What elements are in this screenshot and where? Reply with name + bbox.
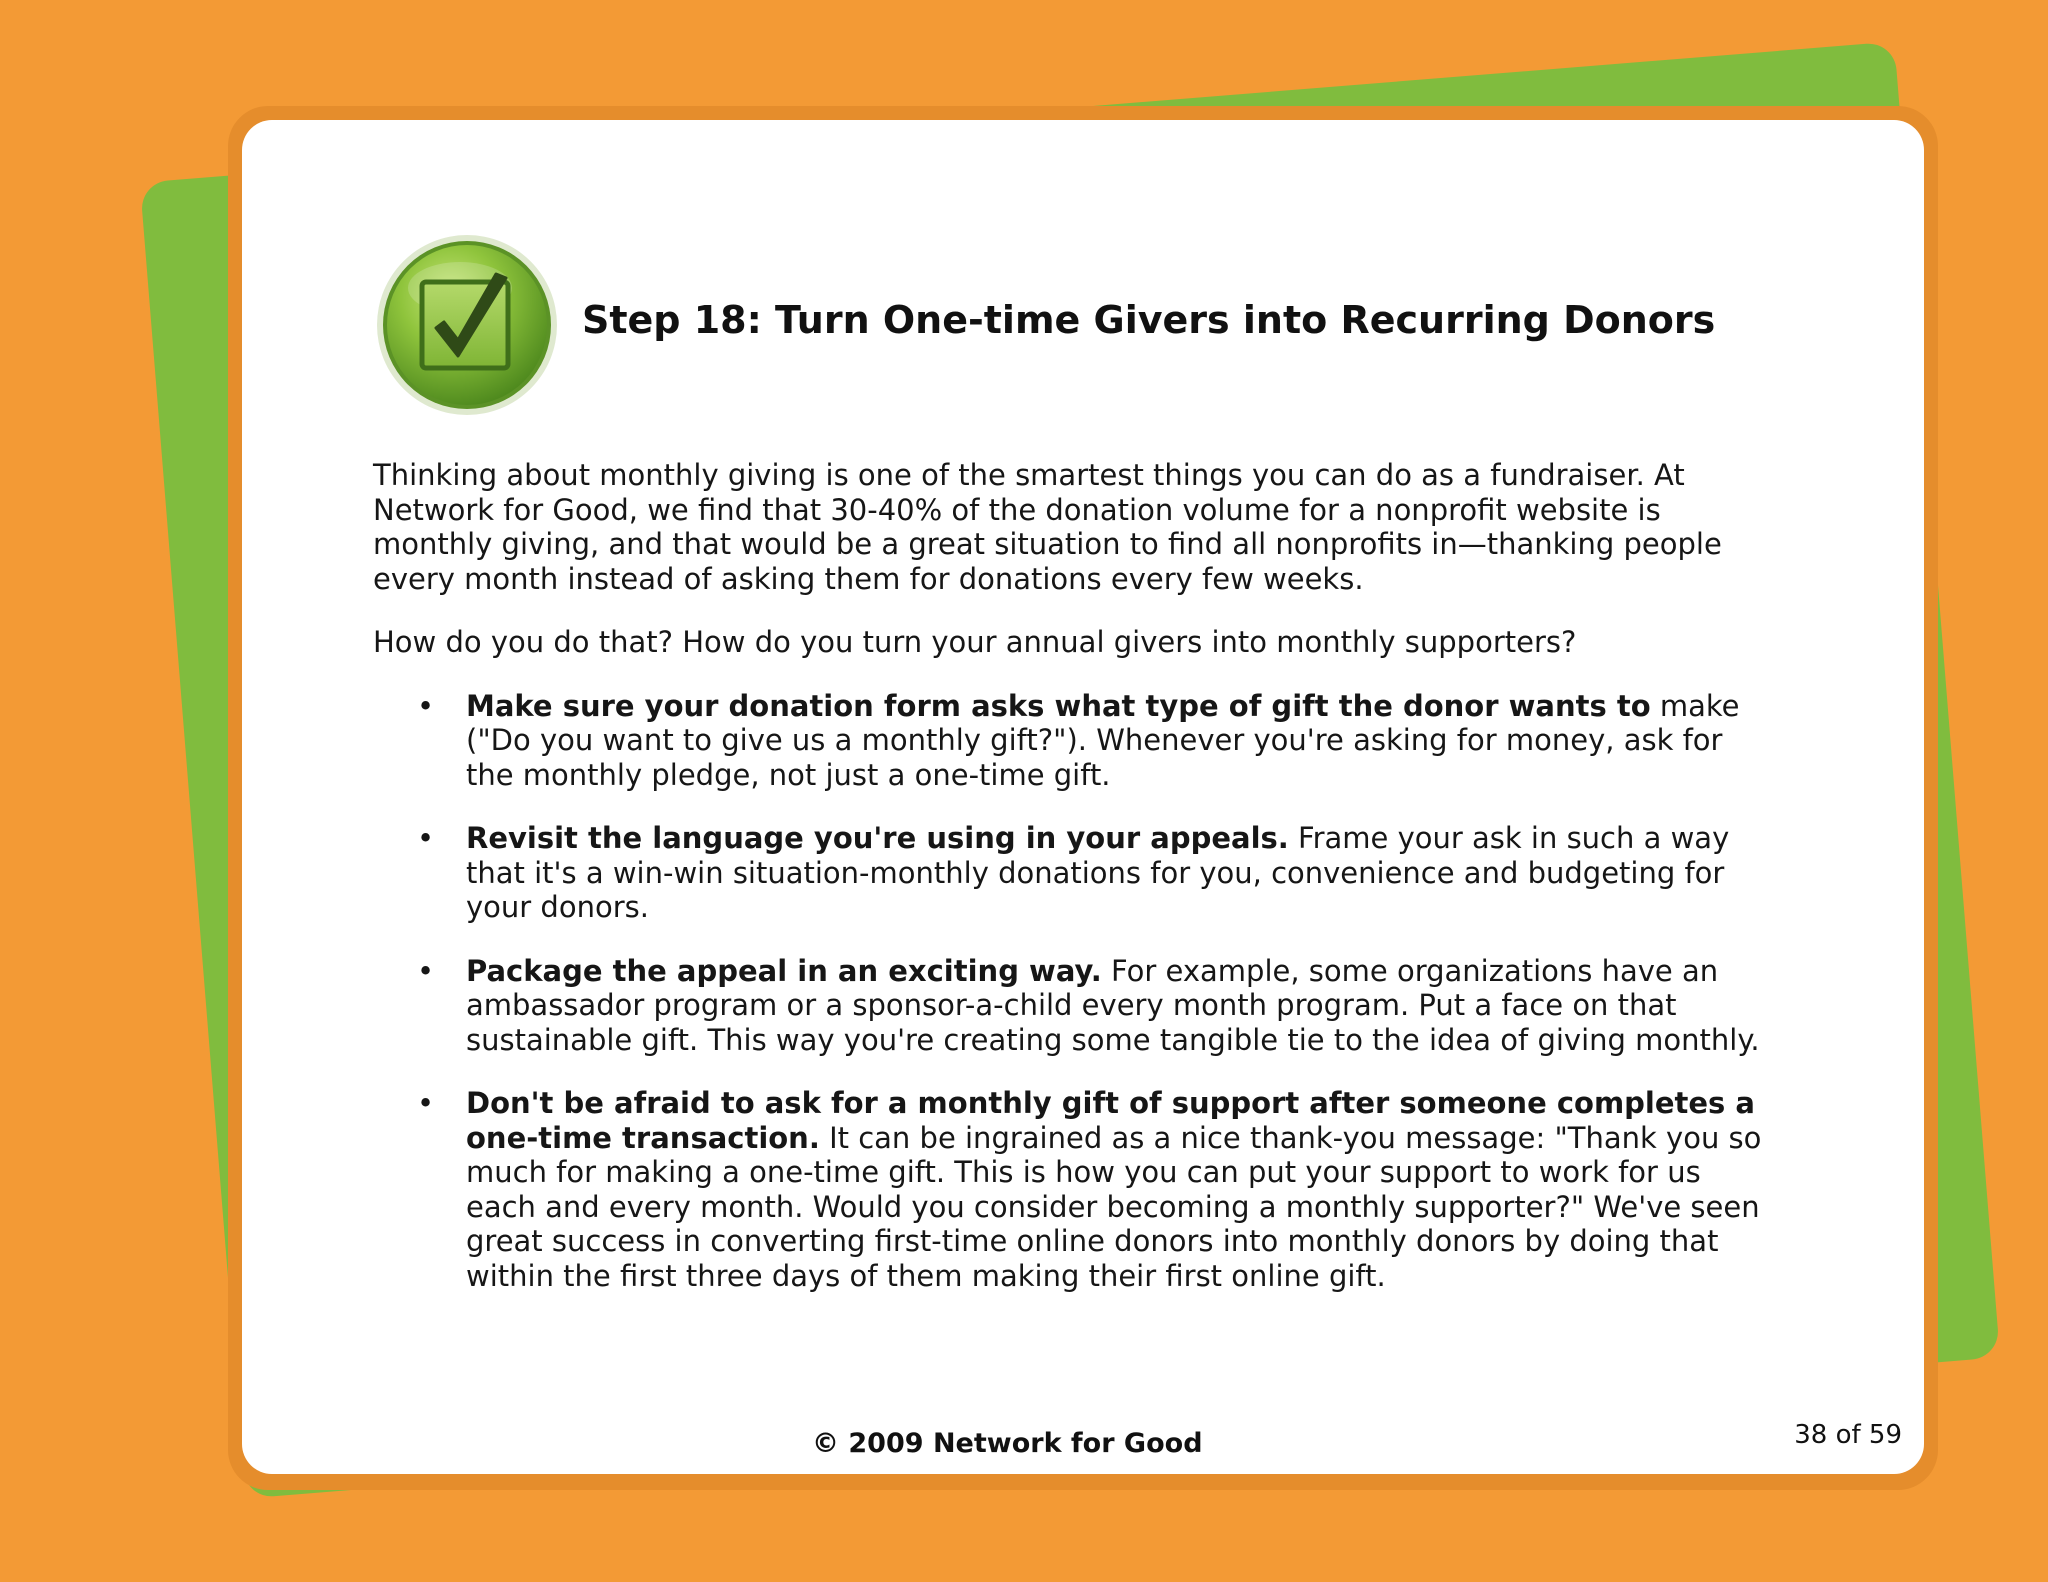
- tips-list: [373, 689, 1763, 1294]
- bullet-icon: •: [417, 1086, 435, 1120]
- bullet-icon: •: [417, 688, 435, 723]
- list-item: [373, 1086, 1763, 1293]
- list-item-bold-text: Revisit the language you're using in your appeals.: [466, 821, 1289, 855]
- list-item-bold-text: Package the appeal in an exciting way.: [466, 953, 1102, 988]
- list-item: [373, 821, 1763, 925]
- list-item-text: For example, some organizations have an ambassador program or a sponsor-a-child every month program. Put a face on that sustainable gift. This way you're creating some tangible tie to the idea of giving monthly.: [466, 953, 1760, 1057]
- question-paragraph: How do you do that? How do you turn your annual givers into monthly supporters?: [373, 625, 1577, 659]
- list-item-bold-text: Make sure your donation form asks what type of gift the donor wants to: [466, 688, 1651, 723]
- list-item-bold-text: Don't be afraid to ask for a monthly gift of support after someone completes a one-time transaction.: [466, 1086, 1755, 1155]
- body-content: [373, 458, 1763, 1322]
- footer-copyright: © 2009 Network for Good: [812, 1428, 1203, 1459]
- page-number: 38 of 59: [1794, 1420, 1902, 1450]
- list-item-text: make ("Do you want to give us a monthly gift?"). Whenever you're asking for money, ask for the monthly pledge, not just a one-time gift.: [466, 688, 1740, 792]
- list-item: [373, 954, 1763, 1058]
- bullet-icon: •: [417, 953, 435, 988]
- intro-paragraph: Thinking about monthly giving is one of the smartest things you can do as a fundraiser. At Network for Good, we find that 30-40% of the donation volume for a nonprofit website is monthly giving, and that would be a great situation to find all nonprofits in—thanking people every month instead of asking them for donations every few weeks.: [373, 458, 1722, 596]
- page-title: Step 18: Turn One-time Givers into Recurring Donors: [582, 298, 1716, 342]
- checkbox-check-icon: [374, 232, 560, 418]
- bullet-icon: •: [417, 821, 435, 855]
- list-item: [373, 689, 1763, 793]
- list-item-text: It can be ingrained as a nice thank-you message: "Thank you so much for making a one-time gift. This is how you can put your support to work for us each and every month. Would you consider becoming a monthly supporter?" We've seen great success in converting first-time online donors into monthly donors by doing that within the first three days of them making their first online gift.: [466, 1120, 1762, 1293]
- list-item-text: Frame your ask in such a way that it's a win-win situation-monthly donations for you, convenience and budgeting for your donors.: [466, 821, 1730, 924]
